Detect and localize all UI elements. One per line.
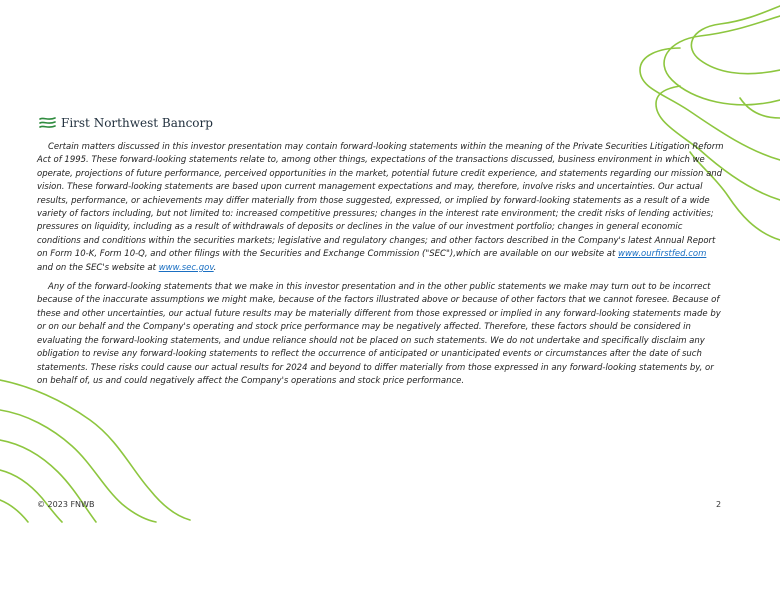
wave-line <box>664 16 780 105</box>
copyright-notice: © 2023 FNWB <box>37 500 95 509</box>
disclaimer-text: and on the SEC's website at <box>37 262 156 273</box>
wave-line <box>0 500 28 522</box>
stacked-waves-icon <box>39 117 56 129</box>
company-name: First Northwest Bancorp <box>61 116 213 130</box>
company-logo <box>39 116 213 130</box>
disclaimer-text: Certain matters discussed in this investor presentation may contain forward-looking statements within the meaning of the Private Securities Litigation Reform Act of 1995. These forward-looking statements relate to, among other things, expectations of the transactions discussed, business environment in which we operate, projections of future performance, perceived opportunities in the market, potential future credit experience, and statements regarding our mission and vision. These forward-looking statements are based upon current management expectations and may, therefore, involve risks and uncertainties. Our actual results, performance, or achievements may differ materially from those suggested, expressed, or implied by forward-looking statements as a result of a wide variety of factors including, but not limited to: increased competitive pressures; changes in the interest rate environment; the credit risks of lending activities; pressures on liquidity, including as a result of withdrawals of deposits or declines in the value of our investment portfolio; changes in general economic conditions and conditions within the securities markets; legislative and regulatory changes; and other factors described in the Company's latest Annual Report on Form 10-K, Form 10-Q, and other filings with the Securities and Exchange Commission ("SEC"),which are available on our website at <box>37 142 724 260</box>
disclaimer-text: . <box>213 262 217 273</box>
forward-looking-disclaimer <box>37 141 725 394</box>
disclaimer-paragraph-1 <box>37 141 725 275</box>
wave-line <box>0 440 96 522</box>
ourfirstfed-link[interactable]: www.ourfirstfed.com <box>618 249 707 260</box>
sec-gov-link[interactable]: www.sec.gov <box>158 262 214 273</box>
wave-line <box>0 470 62 522</box>
page-number: 2 <box>716 500 722 509</box>
disclaimer-paragraph-2: Any of the forward-looking statements that we make in this investor presentation and in the other public statements we make may turn out to be incorrect because of the inaccurate assumptions we might make, because of the factors illustrated above or because of other factors that we cannot foresee. Because of these and other uncertainties, our actual future results may be materially different from those expressed or implied in any forward-looking statements made by or on our behalf and the Company's operating and stock price performance may be negatively affected. Therefore, these factors should be considered in evaluating the forward-looking statements, and undue reliance should not be placed on such statements. We do not undertake and specifically disclaim any obligation to revise any forward-looking statements to reflect the occurrence of anticipated or unanticipated events or circumstances after the date of such statements. These risks could cause our actual results for 2024 and beyond to differ materially from those expressed in any forward-looking statements by, or on behalf of, us and could negatively affect the Company's operations and stock price performance. <box>37 282 721 386</box>
wave-line <box>691 6 780 74</box>
